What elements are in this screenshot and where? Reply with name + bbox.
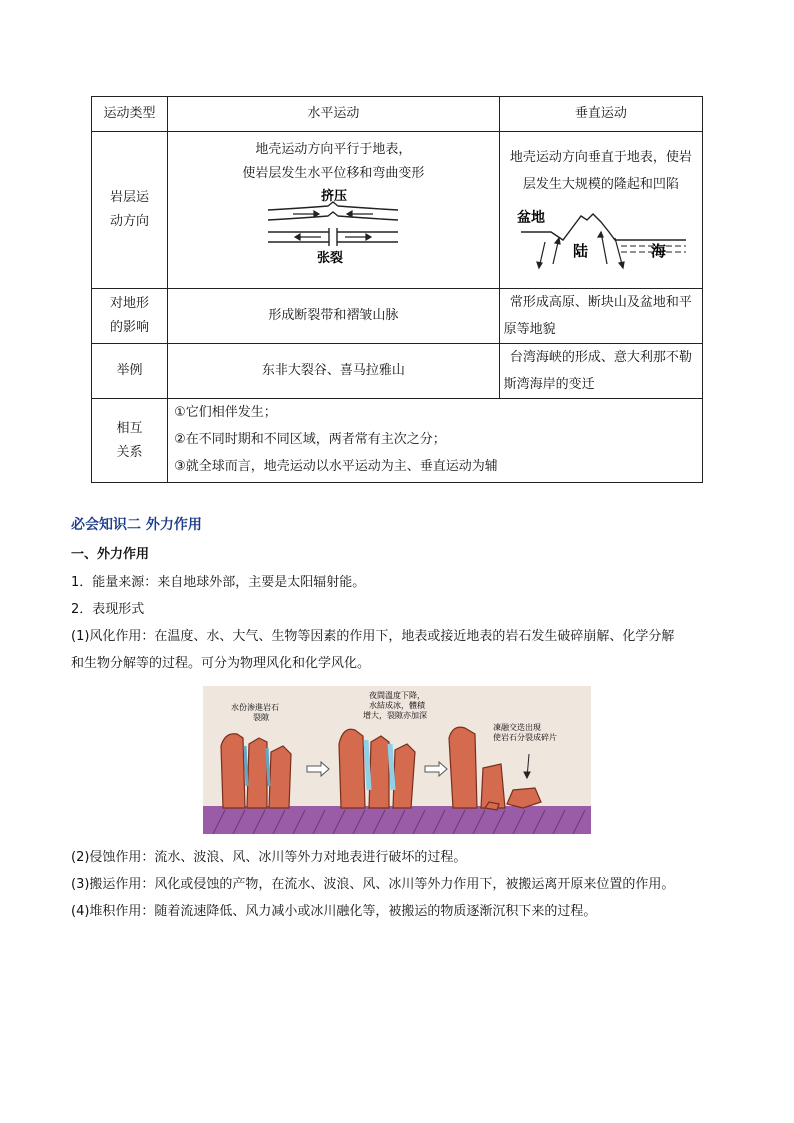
label-compression: 挤压 xyxy=(321,188,348,203)
energy-source-item: 1．能量来源：来自地球外部，主要是太阳辐射能。 xyxy=(71,575,366,590)
cell-text: 层发生大规模的隆起和凹陷 xyxy=(522,177,679,192)
ground-layer xyxy=(203,806,591,834)
horizontal-direction-cell xyxy=(168,132,500,289)
vertical-example-cell xyxy=(499,344,702,399)
cell-text: 使岩层发生水平位移和弯曲变形 xyxy=(242,166,425,181)
row-label-line: 的影响 xyxy=(110,320,150,335)
row-label-line: 关系 xyxy=(116,444,143,460)
stage2-label-line2: 水結成冰，體積 xyxy=(369,701,425,710)
vertical-terrain-cell xyxy=(499,289,702,344)
table-row-terrain xyxy=(92,289,703,344)
section-title: 必会知识二 外力作用 xyxy=(71,517,202,533)
row-label-direction xyxy=(92,132,168,289)
stage1-label-line2: 裂隙 xyxy=(253,713,269,722)
vertical-motion-diagram xyxy=(511,202,691,274)
terrain-line xyxy=(521,214,686,240)
weathering-line1: (1)风化作用：在温度、水、大气、生物等因素的作用下，地表或接近地表的岩石发生破碎崩解、化学分解 xyxy=(71,629,675,644)
relation-item: ②在不同时期和不同区域，两者常有主次之分； xyxy=(174,432,446,447)
table-row-example xyxy=(92,344,703,399)
row-label-line: 动方向 xyxy=(110,214,150,229)
deposition-item: (4)堆积作用：随着流速降低、风力减小或冰川融化等，被搬运的物质逐渐沉积下来的过程。 xyxy=(71,904,597,919)
table-row-relation xyxy=(92,399,703,483)
forms-item: 2．表现形式 xyxy=(71,602,145,617)
cell-text: 台湾海峡的形成、意大利那不勒 xyxy=(509,350,692,365)
cell-text: 常形成高原、断块山及盆地和平 xyxy=(509,295,692,310)
horizontal-example-cell: 东非大裂谷、喜马拉雅山 xyxy=(168,344,500,399)
relation-item: ①它们相伴发生； xyxy=(174,405,277,420)
label-sea: 海 xyxy=(650,243,666,260)
stage3-label-line2: 使岩石分裂成碎片 xyxy=(493,733,557,742)
erosion-item: (2)侵蚀作用：流水、波浪、风、冰川等外力对地表进行破坏的过程。 xyxy=(71,850,467,865)
table-header-row xyxy=(92,97,703,132)
stage3-label-line1: 凍融交迭出現 xyxy=(493,723,541,732)
header-vertical: 垂直运动 xyxy=(499,97,702,132)
stage1-label-line1: 水份渗進岩石 xyxy=(231,703,279,712)
cell-text: 地壳运动方向平行于地表， xyxy=(255,142,412,157)
label-tension: 张裂 xyxy=(317,250,344,265)
vertical-direction-cell xyxy=(499,132,702,289)
cell-text: 斯湾海岸的变迁 xyxy=(503,377,595,392)
header-motion-type: 运动类型 xyxy=(92,97,168,132)
horizontal-terrain-cell: 形成断裂带和褶皱山脉 xyxy=(168,289,500,344)
header-horizontal: 水平运动 xyxy=(168,97,500,132)
arrows xyxy=(293,211,373,240)
label-land: 陆 xyxy=(572,243,588,260)
cell-text: 原等地貌 xyxy=(503,322,556,337)
weathering-illustration xyxy=(203,686,591,834)
label-basin: 盆地 xyxy=(516,209,545,225)
horizontal-motion-diagram xyxy=(263,188,403,266)
row-label-line: 相互 xyxy=(116,420,143,436)
weathering-line2: 和生物分解等的过程。可分为物理风化和化学风化。 xyxy=(71,656,371,671)
cell-text: 地壳运动方向垂直于地表，使岩 xyxy=(509,150,692,165)
stage2-label-line3: 增大，裂隙亦加深 xyxy=(363,711,427,720)
row-label-line: 岩层运 xyxy=(110,190,150,205)
row-label-terrain xyxy=(92,289,168,344)
relation-cell xyxy=(168,399,703,483)
section-subtitle: 一、外力作用 xyxy=(71,547,150,562)
crustal-motion-table xyxy=(91,96,703,483)
row-label-relation xyxy=(92,399,168,483)
transport-item: (3)搬运作用：风化或侵蚀的产物，在流水、波浪、风、冰川等外力作用下，被搬运离开原来位置的作用。 xyxy=(71,877,675,892)
relation-item: ③就全球而言，地壳运动以水平运动为主、垂直运动为辅 xyxy=(174,459,498,474)
row-label-line: 对地形 xyxy=(110,296,150,311)
stage2-label-line1: 夜間溫度下降， xyxy=(369,691,425,700)
table-row-direction xyxy=(92,132,703,289)
rock-layers xyxy=(268,202,398,246)
row-label-example: 举例 xyxy=(92,344,168,399)
